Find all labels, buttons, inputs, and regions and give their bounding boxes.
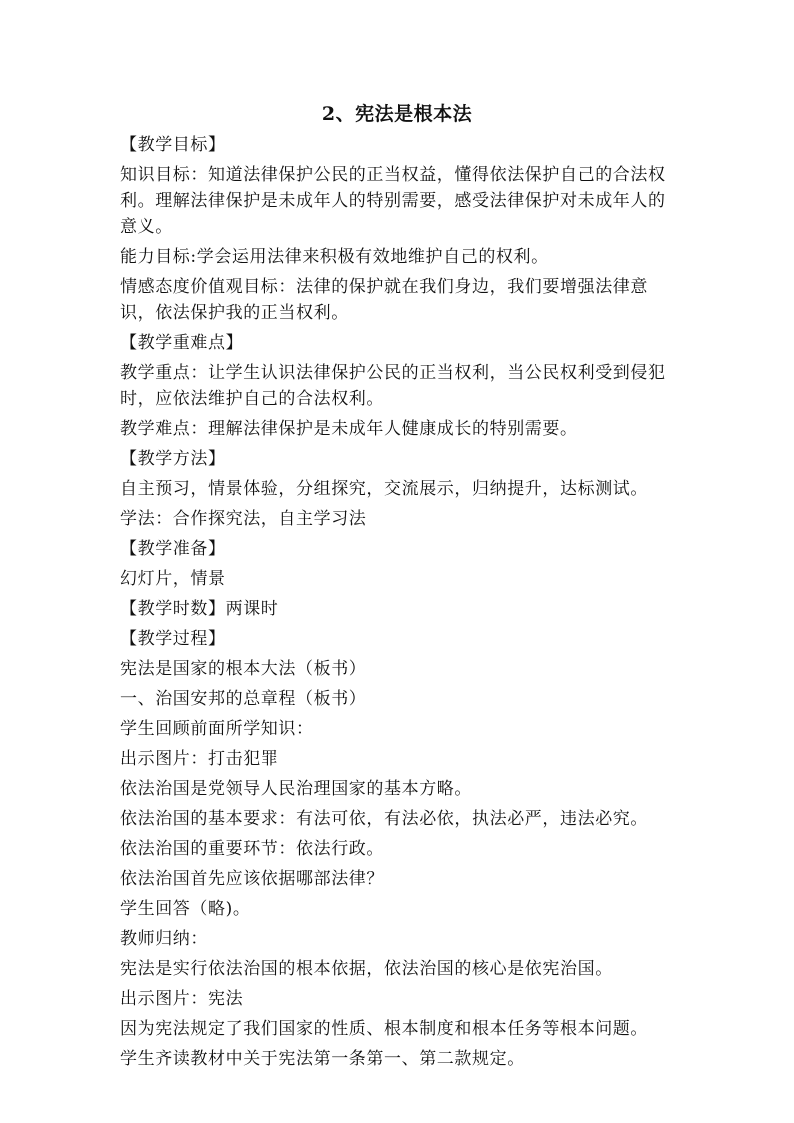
paragraph-board-1: 宪法是国家的根本大法（板书） bbox=[120, 659, 367, 679]
section-heading-methods: 【教学方法】 bbox=[120, 449, 226, 469]
paragraph-emotion-goal: 情感态度价值观目标：法律的保护就在我们身边，我们要增强法律意识，依法保护我的正当权利。 bbox=[120, 277, 648, 323]
paragraph-teacher-summary: 教师归纳： bbox=[120, 929, 208, 949]
paragraph-question: 依法治国首先应该依据哪部法律？ bbox=[120, 869, 384, 889]
paragraph-knowledge-goal: 知识目标：知道法律保护公民的正当权益，懂得依法保护自己的合法权利。理解法律保护是未成年人的特别需要，感受法律保护对未成年人的意义。 bbox=[120, 165, 666, 237]
paragraph-read-aloud: 学生齐读教材中关于宪法第一条第一、第二款规定。 bbox=[120, 1049, 525, 1069]
paragraph-methods: 自主预习，情景体验，分组探究，交流展示，归纳提升，达标测试。 bbox=[120, 479, 648, 499]
paragraph-difficult-point: 教学难点：理解法律保护是未成年人健康成长的特别需要。 bbox=[120, 419, 578, 439]
section-heading-preparation: 【教学准备】 bbox=[120, 539, 226, 559]
paragraph-learning-methods: 学法：合作探究法，自主学习法 bbox=[120, 509, 367, 529]
paragraph-student-answer: 学生回答（略)。 bbox=[120, 899, 251, 919]
paragraph-board-2: 一、治国安邦的总章程（板书） bbox=[120, 689, 367, 709]
section-heading-objectives: 【教学目标】 bbox=[120, 135, 226, 155]
document-title: 2、宪法是根本法 bbox=[321, 103, 473, 125]
paragraph-show-image-crime: 出示图片：打击犯罪 bbox=[120, 749, 279, 769]
document-body bbox=[120, 132, 676, 1076]
paragraph-rule-of-law: 依法治国是党领导人民治理国家的基本方略。 bbox=[120, 779, 472, 799]
paragraph-key-point: 教学重点：让学生认识法律保护公民的正当权利，当公民权利受到侵犯时，应依法维护自己的合法权利。 bbox=[120, 363, 666, 409]
paragraph-review: 学生回顾前面所学知识： bbox=[120, 719, 314, 739]
paragraph-show-image-constitution: 出示图片：宪法 bbox=[120, 989, 244, 1009]
paragraph-class-hours: 【教学时数】两课时 bbox=[120, 599, 279, 619]
section-heading-key-points: 【教学重难点】 bbox=[120, 333, 244, 353]
section-heading-process: 【教学过程】 bbox=[120, 629, 226, 649]
paragraph-basic-requirements: 依法治国的基本要求：有法可依，有法必依，执法必严，违法必究。 bbox=[120, 809, 648, 829]
paragraph-ability-goal: 能力目标:学会运用法律来积极有效地维护自己的权利。 bbox=[120, 247, 549, 267]
paragraph-preparation: 幻灯片，情景 bbox=[120, 569, 226, 589]
paragraph-reason: 因为宪法规定了我们国家的性质、根本制度和根本任务等根本问题。 bbox=[120, 1019, 648, 1039]
paragraph-constitution-basis: 宪法是实行依法治国的根本依据，依法治国的核心是依宪治国。 bbox=[120, 959, 613, 979]
paragraph-important-link: 依法治国的重要环节：依法行政。 bbox=[120, 839, 384, 859]
